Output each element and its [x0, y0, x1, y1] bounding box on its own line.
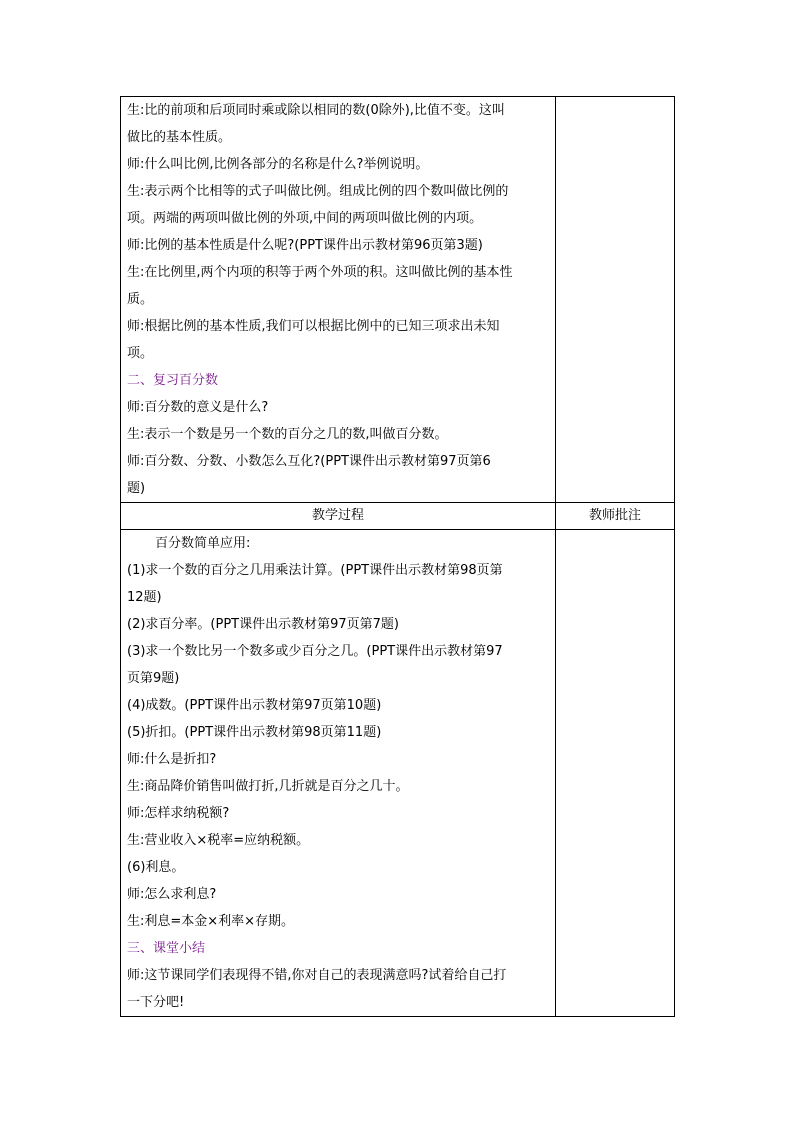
table-header-row [121, 503, 675, 530]
process-text-block [121, 97, 555, 502]
section-heading: 三、课堂小结 [127, 941, 206, 956]
text-line: (2)求百分率。(PPT课件出示教材第97页第7题) [127, 617, 399, 632]
text-line: 师:什么叫比例,比例各部分的名称是什么?举例说明。 [127, 157, 429, 172]
text-line: 百分数简单应用: [155, 536, 251, 551]
text-line: 生:表示一个数是另一个数的百分之几的数,叫做百分数。 [127, 427, 448, 442]
text-line: 页第9题) [127, 671, 180, 686]
text-line: 师:什么是折扣? [127, 752, 217, 767]
text-line: 题) [127, 481, 146, 496]
process-text-block [121, 530, 555, 1016]
column-header-notes: 教师批注 [556, 503, 675, 530]
text-line: (1)求一个数的百分之几用乘法计算。(PPT课件出示教材第98页第 [127, 563, 503, 578]
text-line: 做比的基本性质。 [127, 130, 232, 145]
text-line: 质。 [127, 292, 154, 307]
text-line: 师:这节课同学们表现得不错,你对自己的表现满意吗?试着给自己打 [127, 968, 507, 983]
text-line: 生:表示两个比相等的式子叫做比例。组成比例的四个数叫做比例的 [127, 184, 509, 199]
notes-cell [556, 97, 675, 503]
text-line: 师:百分数的意义是什么? [127, 400, 269, 415]
text-line: 项。两端的两项叫做比例的外项,中间的两项叫做比例的内项。 [127, 211, 483, 226]
text-line: 师:怎样求纳税额? [127, 806, 230, 821]
text-line: 生:商品降价销售叫做打折,几折就是百分之几十。 [127, 779, 409, 794]
text-line: 师:比例的基本性质是什么呢?(PPT课件出示教材第96页第3题) [127, 238, 483, 253]
text-line: 12题) [127, 590, 162, 605]
process-cell [121, 530, 556, 1017]
text-line: (3)求一个数比另一个数多或少百分之几。(PPT课件出示教材第97 [127, 644, 503, 659]
table-row [121, 530, 675, 1017]
text-line: (5)折扣。(PPT课件出示教材第98页第11题) [127, 725, 382, 740]
text-line: 生:营业收入×税率=应纳税额。 [127, 833, 310, 848]
column-header-process: 教学过程 [121, 503, 556, 530]
text-line: 师:百分数、分数、小数怎么互化?(PPT课件出示教材第97页第6 [127, 454, 491, 469]
lesson-plan-table [120, 96, 675, 1017]
text-line: 项。 [127, 346, 154, 361]
text-line: 生:在比例里,两个内项的积等于两个外项的积。这叫做比例的基本性 [127, 265, 513, 280]
text-line: 一下分吧! [127, 995, 185, 1010]
text-line: (4)成数。(PPT课件出示教材第97页第10题) [127, 698, 382, 713]
table-row [121, 97, 675, 503]
text-line: 师:怎么求利息? [127, 887, 217, 902]
notes-cell [556, 530, 675, 1017]
text-line: 生:比的前项和后项同时乘或除以相同的数(0除外),比值不变。这叫 [127, 103, 505, 118]
text-line: 生:利息=本金×利率×存期。 [127, 914, 295, 929]
process-cell [121, 97, 556, 503]
text-line: (6)利息。 [127, 860, 185, 875]
section-heading: 二、复习百分数 [127, 373, 219, 388]
text-line: 师:根据比例的基本性质,我们可以根据比例中的已知三项求出未知 [127, 319, 500, 334]
